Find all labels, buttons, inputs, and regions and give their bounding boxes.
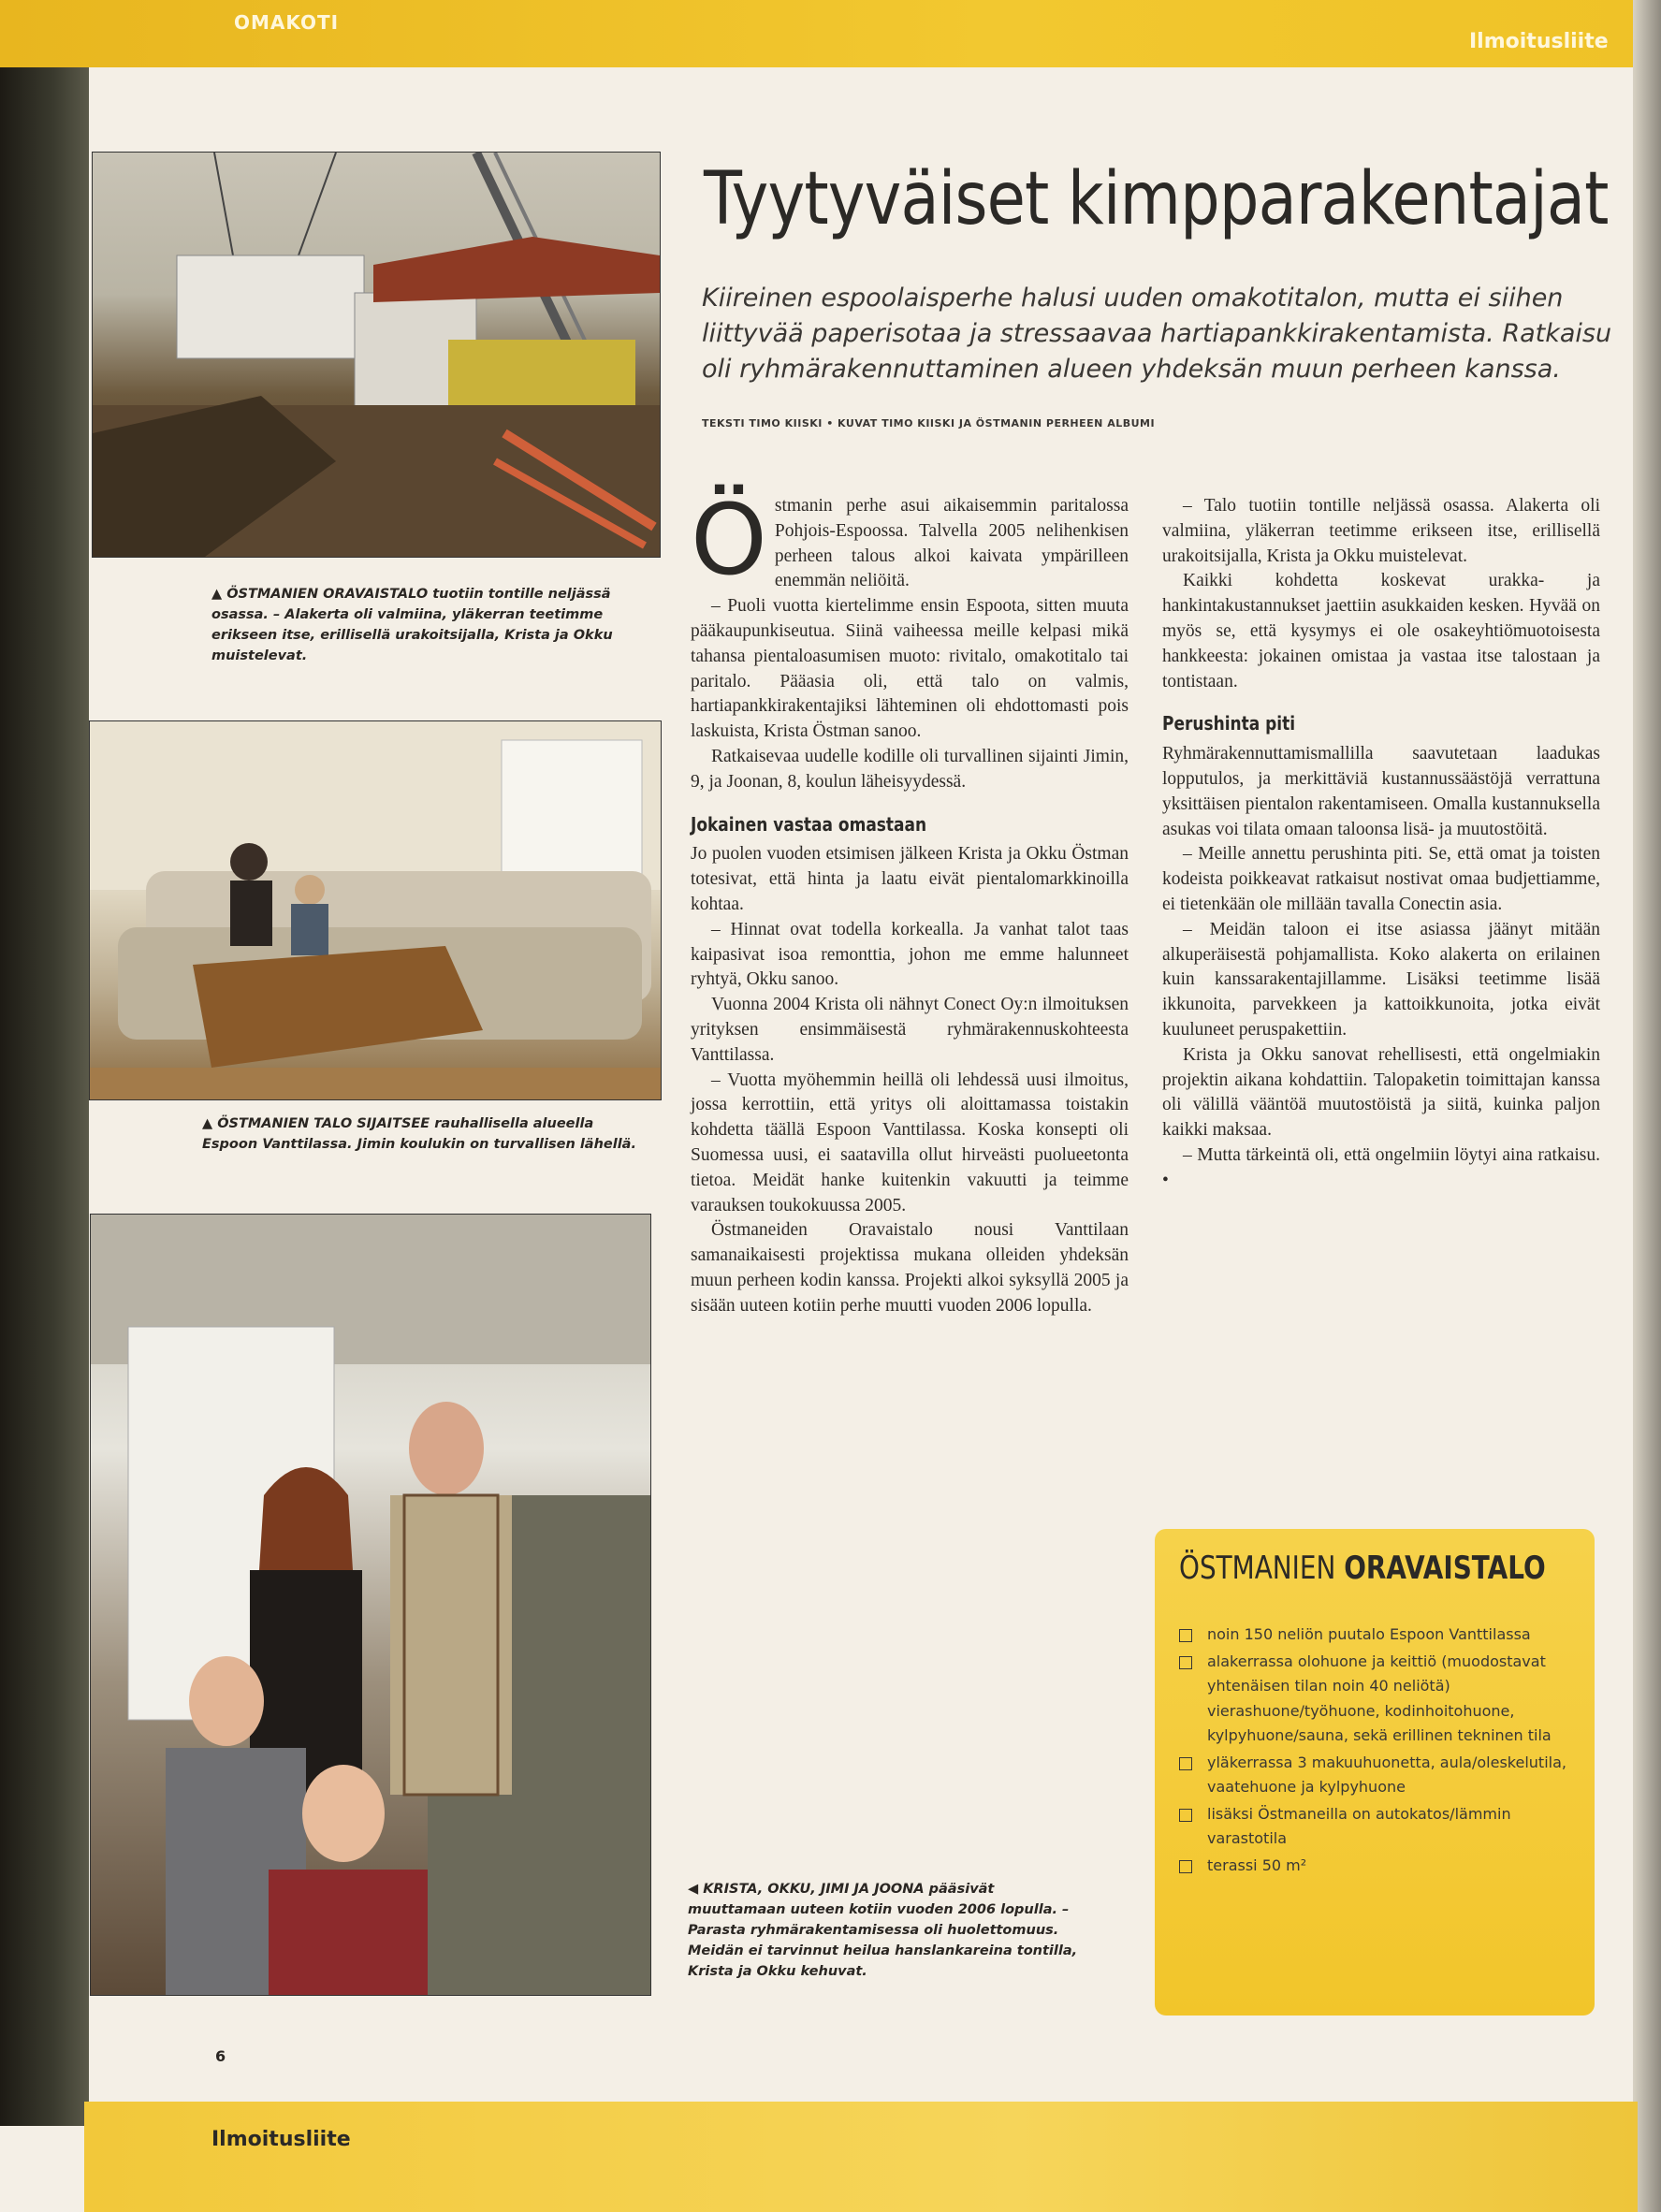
fact-item: yläkerrassa 3 makuuhuonetta, aula/oleskelutila, vaatehuone ja kylpyhuone bbox=[1175, 1751, 1578, 1800]
caption-house-delivery: ▲ ÖSTMANIEN ORAVAISTALO tuotiin tontille neljässä osassa. – Alakerta oli valmiina, yläkerran teetimme erikseen itse, erillisellä urakoitsijalla, Krista ja Okku muistelevat. bbox=[211, 587, 613, 663]
fact-box bbox=[1155, 1529, 1595, 2016]
article-column-2 bbox=[1162, 494, 1600, 1194]
paragraph: – Vuotta myöhemmin heillä oli lehdessä uusi ilmoitus, jossa kerrottiin, että yritys oli aloittamassa toistakin kohdetta täällä Espoon Vanttilassa. Koska konsepti oli Suomessa uusi, ei saatavilla ollut hirveästi puolueetonta tietoa. Meidät hanke kuitenkin vakuutti ja teimme varauksen toukokuussa 2005. bbox=[691, 1070, 1129, 1215]
fact-item: lisäksi Östmaneilla on autokatos/lämmin varastotila bbox=[1175, 1802, 1578, 1852]
checkbox-square-icon bbox=[1179, 1629, 1192, 1642]
paragraph: Jo puolen vuoden etsimisen jälkeen Krista ja Okku Östman totesivat, että hinta ja laatu eivät pientalomarkkinoilla kohtaa. bbox=[691, 844, 1129, 914]
subheading-jokainen: Jokainen vastaa omastaan bbox=[691, 812, 927, 836]
paragraph: – Meidän taloon ei itse asiassa jäänyt mitään alkuperäisestä pohjamallista. Koko alakerta on erilainen kuin kanssarakentajillamme. Lisäksi teetimme lisää ikkunoita, parvekkeen ja kattoikkunoita, jotka eivät kuuluneet peruspakettiin. bbox=[1162, 919, 1600, 1040]
photo-family-portrait bbox=[90, 1214, 651, 1996]
article-byline: TEKSTI TIMO KIISKI • KUVAT TIMO KIISKI JA ÖSTMANIN PERHEEN ALBUMI bbox=[702, 417, 1156, 429]
paragraph: Krista ja Okku sanovat rehellisesti, että ongelmiakin projektin aikana kohdattiin. Talopaketin toimittajan kanssa oli välillä vääntöä muutostöistä ja siitä, kuinka paljon kaikki maksaa. bbox=[1162, 1044, 1600, 1141]
fact-item: alakerrassa olohuone ja keittiö (muodostavat yhtenäisen tilan noin 40 neliötä) vierashuone/työhuone, kodinhoitohuone, kylpyhuone/sauna, sekä erillinen tekninen tila bbox=[1175, 1650, 1578, 1749]
photo-family-portrait-illustration bbox=[91, 1215, 650, 1995]
drop-cap: Ö bbox=[691, 483, 767, 597]
paragraph: Kaikki kohdetta koskevat urakka- ja hankintakustannukset jaettiin asukkaiden kesken. Hyvää on myös se, että kysymys ei ole osakeyhtiömuotoisesta hankkeesta: jokainen omistaa ja vastaa itse talostaan ja tontistaan. bbox=[1162, 571, 1600, 691]
footer-label: Ilmoitusliite bbox=[211, 2128, 351, 2151]
article-headline: Tyytyväiset kimpparakentajat bbox=[704, 157, 1609, 241]
paragraph: – Hinnat ovat todella korkealla. Ja vanhat talot taas kaipasivat isoa remonttia, johon me emme halunneet ryhtyä, Okku sanoo. bbox=[691, 919, 1129, 990]
article-column-1 bbox=[691, 483, 1129, 1319]
page-spine-shadow bbox=[0, 67, 89, 2126]
checkbox-square-icon bbox=[1179, 1809, 1192, 1822]
photo-house-delivery bbox=[92, 152, 661, 558]
paragraph: Östmaneiden Oravaistalo nousi Vanttilaan samanaikaisesti projektissa mukana olleiden yhdeksän muun perheen kodin kanssa. Projekti alkoi syksyllä 2005 ja sisään uuteen kotiin perhe muutti vuoden 2006 lopulla. bbox=[691, 1220, 1129, 1316]
paragraph: – Puoli vuotta kiertelimme ensin Espoota, sitten muuta pääkaupunkiseutua. Siinä vaiheessa meille kelpasi mikä tahansa pientaloasumisen muoto: rivitalo, omakotitalo tai paritalo. Pääasia oli, että talo on valmis, hartiapankkirakentajiksi lähteminen oli ehdottomasti pois laskuista, Krista Östman sanoo. bbox=[691, 596, 1129, 742]
caption-living-room: ▲ ÖSTMANIEN TALO SIJAITSEE rauhallisella alueella Espoon Vanttilassa. Jimin koulukin on turvallisen lähellä. bbox=[202, 1116, 636, 1152]
fact-item: terassi 50 m² bbox=[1175, 1854, 1578, 1879]
checkbox-square-icon bbox=[1179, 1757, 1192, 1770]
checkbox-square-icon bbox=[1179, 1656, 1192, 1669]
paragraph: – Meille annettu perushinta piti. Se, että omat ja toisten kodeista poikkeavat ratkaisut nostivat omaa budjettiamme, ei tietenkään ole millään tavalla Conectin asia. bbox=[1162, 844, 1600, 914]
paragraph: Vuonna 2004 Krista oli nähnyt Conect Oy:n ilmoituksen yrityksen ensimmäisestä ryhmärakennuskohteesta Vanttilassa. bbox=[691, 995, 1129, 1065]
bottom-yellow-band bbox=[84, 2102, 1638, 2212]
subheading-perushinta: Perushinta piti bbox=[1162, 712, 1296, 735]
fact-list bbox=[1175, 1623, 1578, 1880]
article-lead: Kiireinen espoolaisperhe halusi uuden omakotitalon, mutta ei siihen liittyvää paperisotaa ja stressaavaa hartiapankkirakentamista. Ratkaisu oli ryhmärakennuttaminen alueen yhdeksän muun perheen kanssa. bbox=[702, 284, 1612, 384]
fact-item: noin 150 neliön puutalo Espoon Vanttilassa bbox=[1175, 1623, 1578, 1648]
photo-living-room-illustration bbox=[90, 721, 661, 1099]
photo-house-delivery-illustration bbox=[93, 153, 660, 557]
checkbox-square-icon bbox=[1179, 1860, 1192, 1873]
supplement-label: Ilmoitusliite bbox=[1469, 30, 1609, 53]
photo-living-room bbox=[89, 720, 662, 1100]
fact-box-title: ÖSTMANIEN ORAVAISTALO bbox=[1179, 1550, 1546, 1587]
section-label: OMAKOTI bbox=[234, 11, 340, 34]
paragraph: – Mutta tärkeintä oli, että ongelmiin löytyi aina ratkaisu. • bbox=[1162, 1144, 1600, 1190]
paragraph: Ratkaisevaa uudelle kodille oli turvallinen sijainti Jimin, 9, ja Joonan, 8, koulun läheisyydessä. bbox=[691, 746, 1129, 792]
paragraph-intro: Östmanin perhe asui aikaisemmin paritalossa Pohjois-Espoossa. Talvella 2005 nelihenkisen perheen talous alkoi kaivata ympärilleen enemmän neliöitä. bbox=[691, 483, 1129, 597]
caption-family-portrait: ◀ KRISTA, OKKU, JIMI JA JOONA pääsivät muuttamaan uuteen kotiin vuoden 2006 lopulla. – Parasta ryhmärakentamisessa oli huolettomuus. Meidän ei tarvinnut heilua hanslankareina tontilla, Krista ja Okku kehuvat. bbox=[688, 1882, 1078, 1979]
paragraph: – Talo tuotiin tontille neljässä osassa. Alakerta oli valmiina, yläkerran teetimme erikseen itse, erillisellä urakoitsijalla, Krista ja Okku muistelevat. bbox=[1162, 496, 1600, 566]
page-edge-shadow bbox=[1633, 0, 1661, 2212]
top-yellow-band bbox=[0, 0, 1661, 67]
page-number: 6 bbox=[215, 2047, 226, 2065]
paragraph: Ryhmärakennuttamismallilla saavutetaan laadukas lopputulos, ja merkittäviä kustannussäästöjä verrattuna yksittäisen pientalon rakentamiseen. Omalla kustannuksella asukas voi tilata omaan taloonsa lisä- ja muutostöitä. bbox=[1162, 744, 1600, 839]
